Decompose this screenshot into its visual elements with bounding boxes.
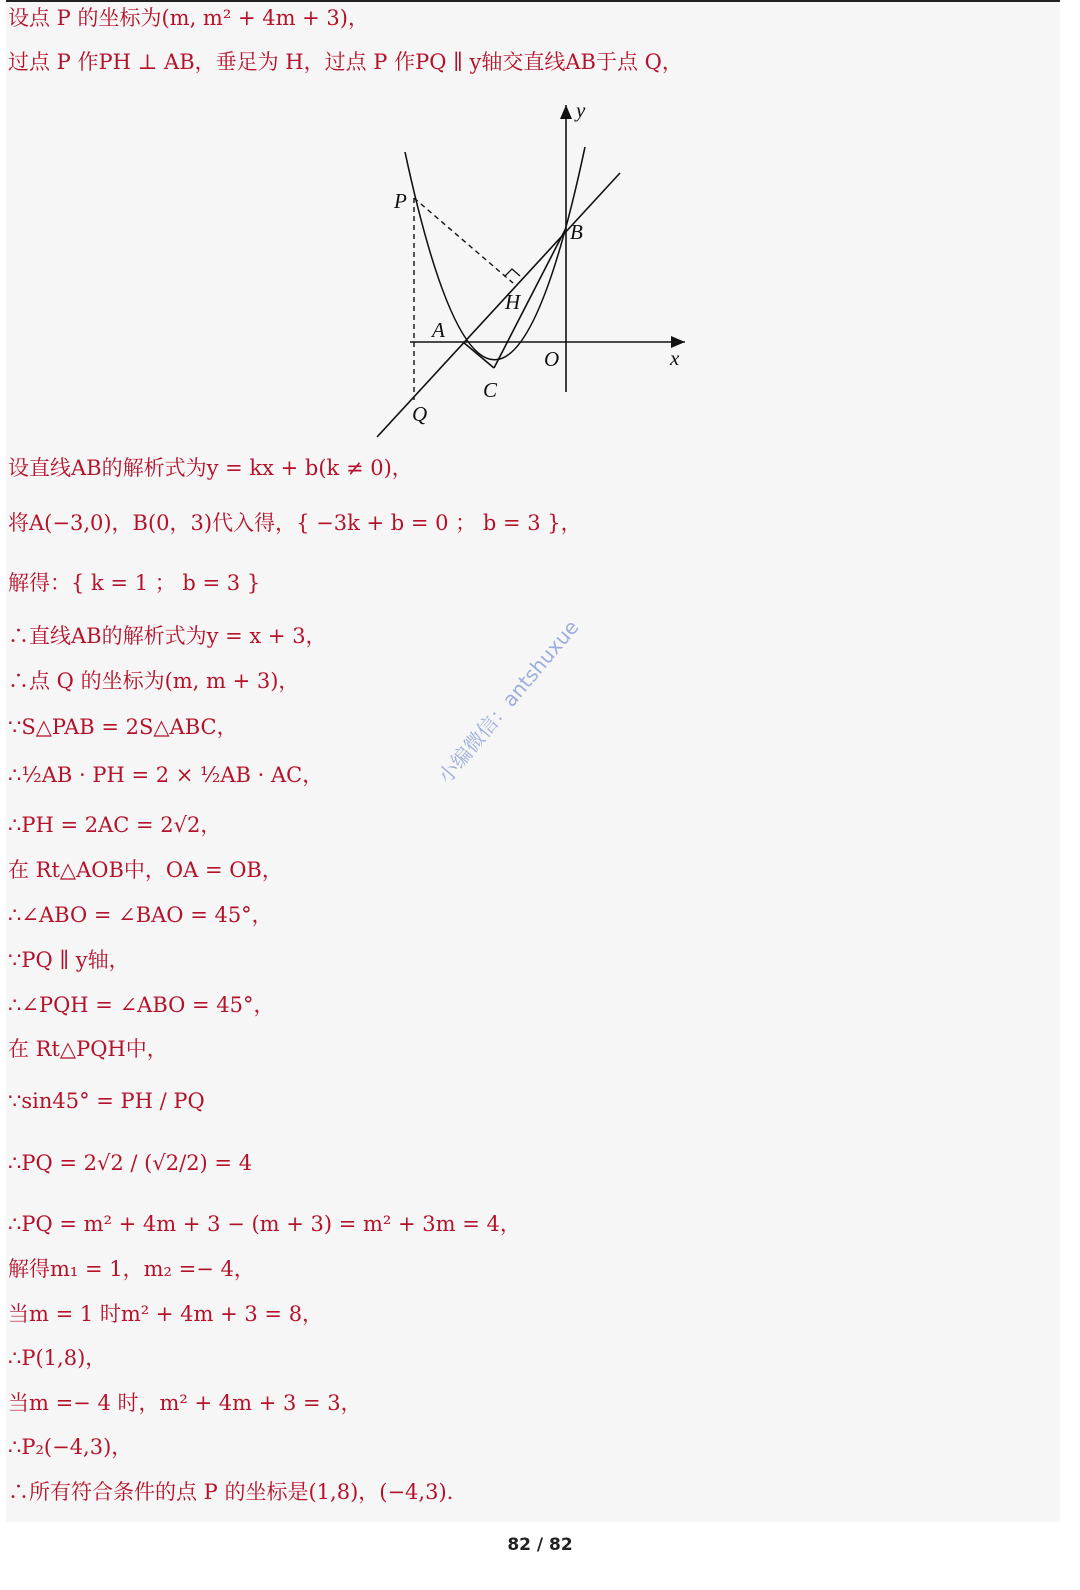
text-line-14: ∴∠PQH = ∠ABO = 45°， <box>8 993 275 1017</box>
segment-ac <box>463 342 494 368</box>
text-line-6: ∴直线AB的解析式为y = x + 3， <box>8 624 327 648</box>
text-line-18: ∴PQ = m² + 4m + 3 − (m + 3) = m² + 3m = 4， <box>8 1212 521 1236</box>
text-line-23: ∴P₂(−4,3)， <box>8 1435 133 1459</box>
text-line-20: 当m = 1 时m² + 4m + 3 = 8， <box>8 1302 324 1326</box>
text-line-4: 将A(−3,0)，B(0，3)代入得，{ −3k + b = 0 ； b = 3 }， <box>8 511 582 535</box>
segment-ph-dashed <box>414 198 513 283</box>
geometry-figure <box>360 95 700 445</box>
text-line-10: ∴PH = 2AC = 2√2， <box>8 813 222 837</box>
watermark: 小编微信：antshuxue <box>433 615 584 788</box>
label-h: H <box>505 290 521 314</box>
label-o: O <box>544 347 560 371</box>
text-line-11: 在 Rt△AOB中，OA = OB， <box>8 858 283 882</box>
text-line-9: ∴½AB · PH = 2 × ½AB · AC， <box>8 763 324 787</box>
text-line-2: 过点 P 作PH ⊥ AB，垂足为 H，过点 P 作PQ ∥ y轴交直线AB于点 Q， <box>8 50 683 74</box>
text-line-22: 当m =− 4 时，m² + 4m + 3 = 3， <box>8 1391 362 1415</box>
label-c: C <box>483 378 498 402</box>
text-line-3: 设直线AB的解析式为y = kx + b(k ≠ 0)， <box>8 456 413 480</box>
text-line-15: 在 Rt△PQH中， <box>8 1037 168 1061</box>
label-y: y <box>576 98 586 122</box>
text-line-5: 解得：{ k = 1 ； b = 3 } <box>8 571 261 595</box>
text-line-19: 解得m₁ = 1，m₂ =− 4， <box>8 1257 255 1281</box>
text-line-21: ∴P(1,8)， <box>8 1346 107 1370</box>
text-line-17: ∴PQ = 2√2 / (√2/2) = 4 <box>8 1151 253 1175</box>
text-line-1: 设点 P 的坐标为(m, m² + 4m + 3)， <box>8 6 369 30</box>
page-number: 82 / 82 <box>507 1535 573 1555</box>
right-angle-mark <box>505 269 520 276</box>
y-axis-arrow <box>560 105 572 119</box>
label-a: A <box>432 318 445 342</box>
text-line-12: ∴∠ABO = ∠BAO = 45°， <box>8 903 273 927</box>
text-line-7: ∴点 Q 的坐标为(m, m + 3)， <box>8 669 300 693</box>
text-line-13: ∵PQ ∥ y轴， <box>8 948 130 972</box>
label-b: B <box>570 220 583 244</box>
text-line-8: ∵S△PAB = 2S△ABC， <box>8 715 238 739</box>
label-x: x <box>670 346 680 370</box>
label-q: Q <box>412 402 428 426</box>
text-line-24: ∴所有符合条件的点 P 的坐标是(1,8)，(−4,3). <box>8 1480 454 1504</box>
label-p: P <box>394 189 407 213</box>
text-line-16: ∵sin45° = PH / PQ <box>8 1089 205 1113</box>
